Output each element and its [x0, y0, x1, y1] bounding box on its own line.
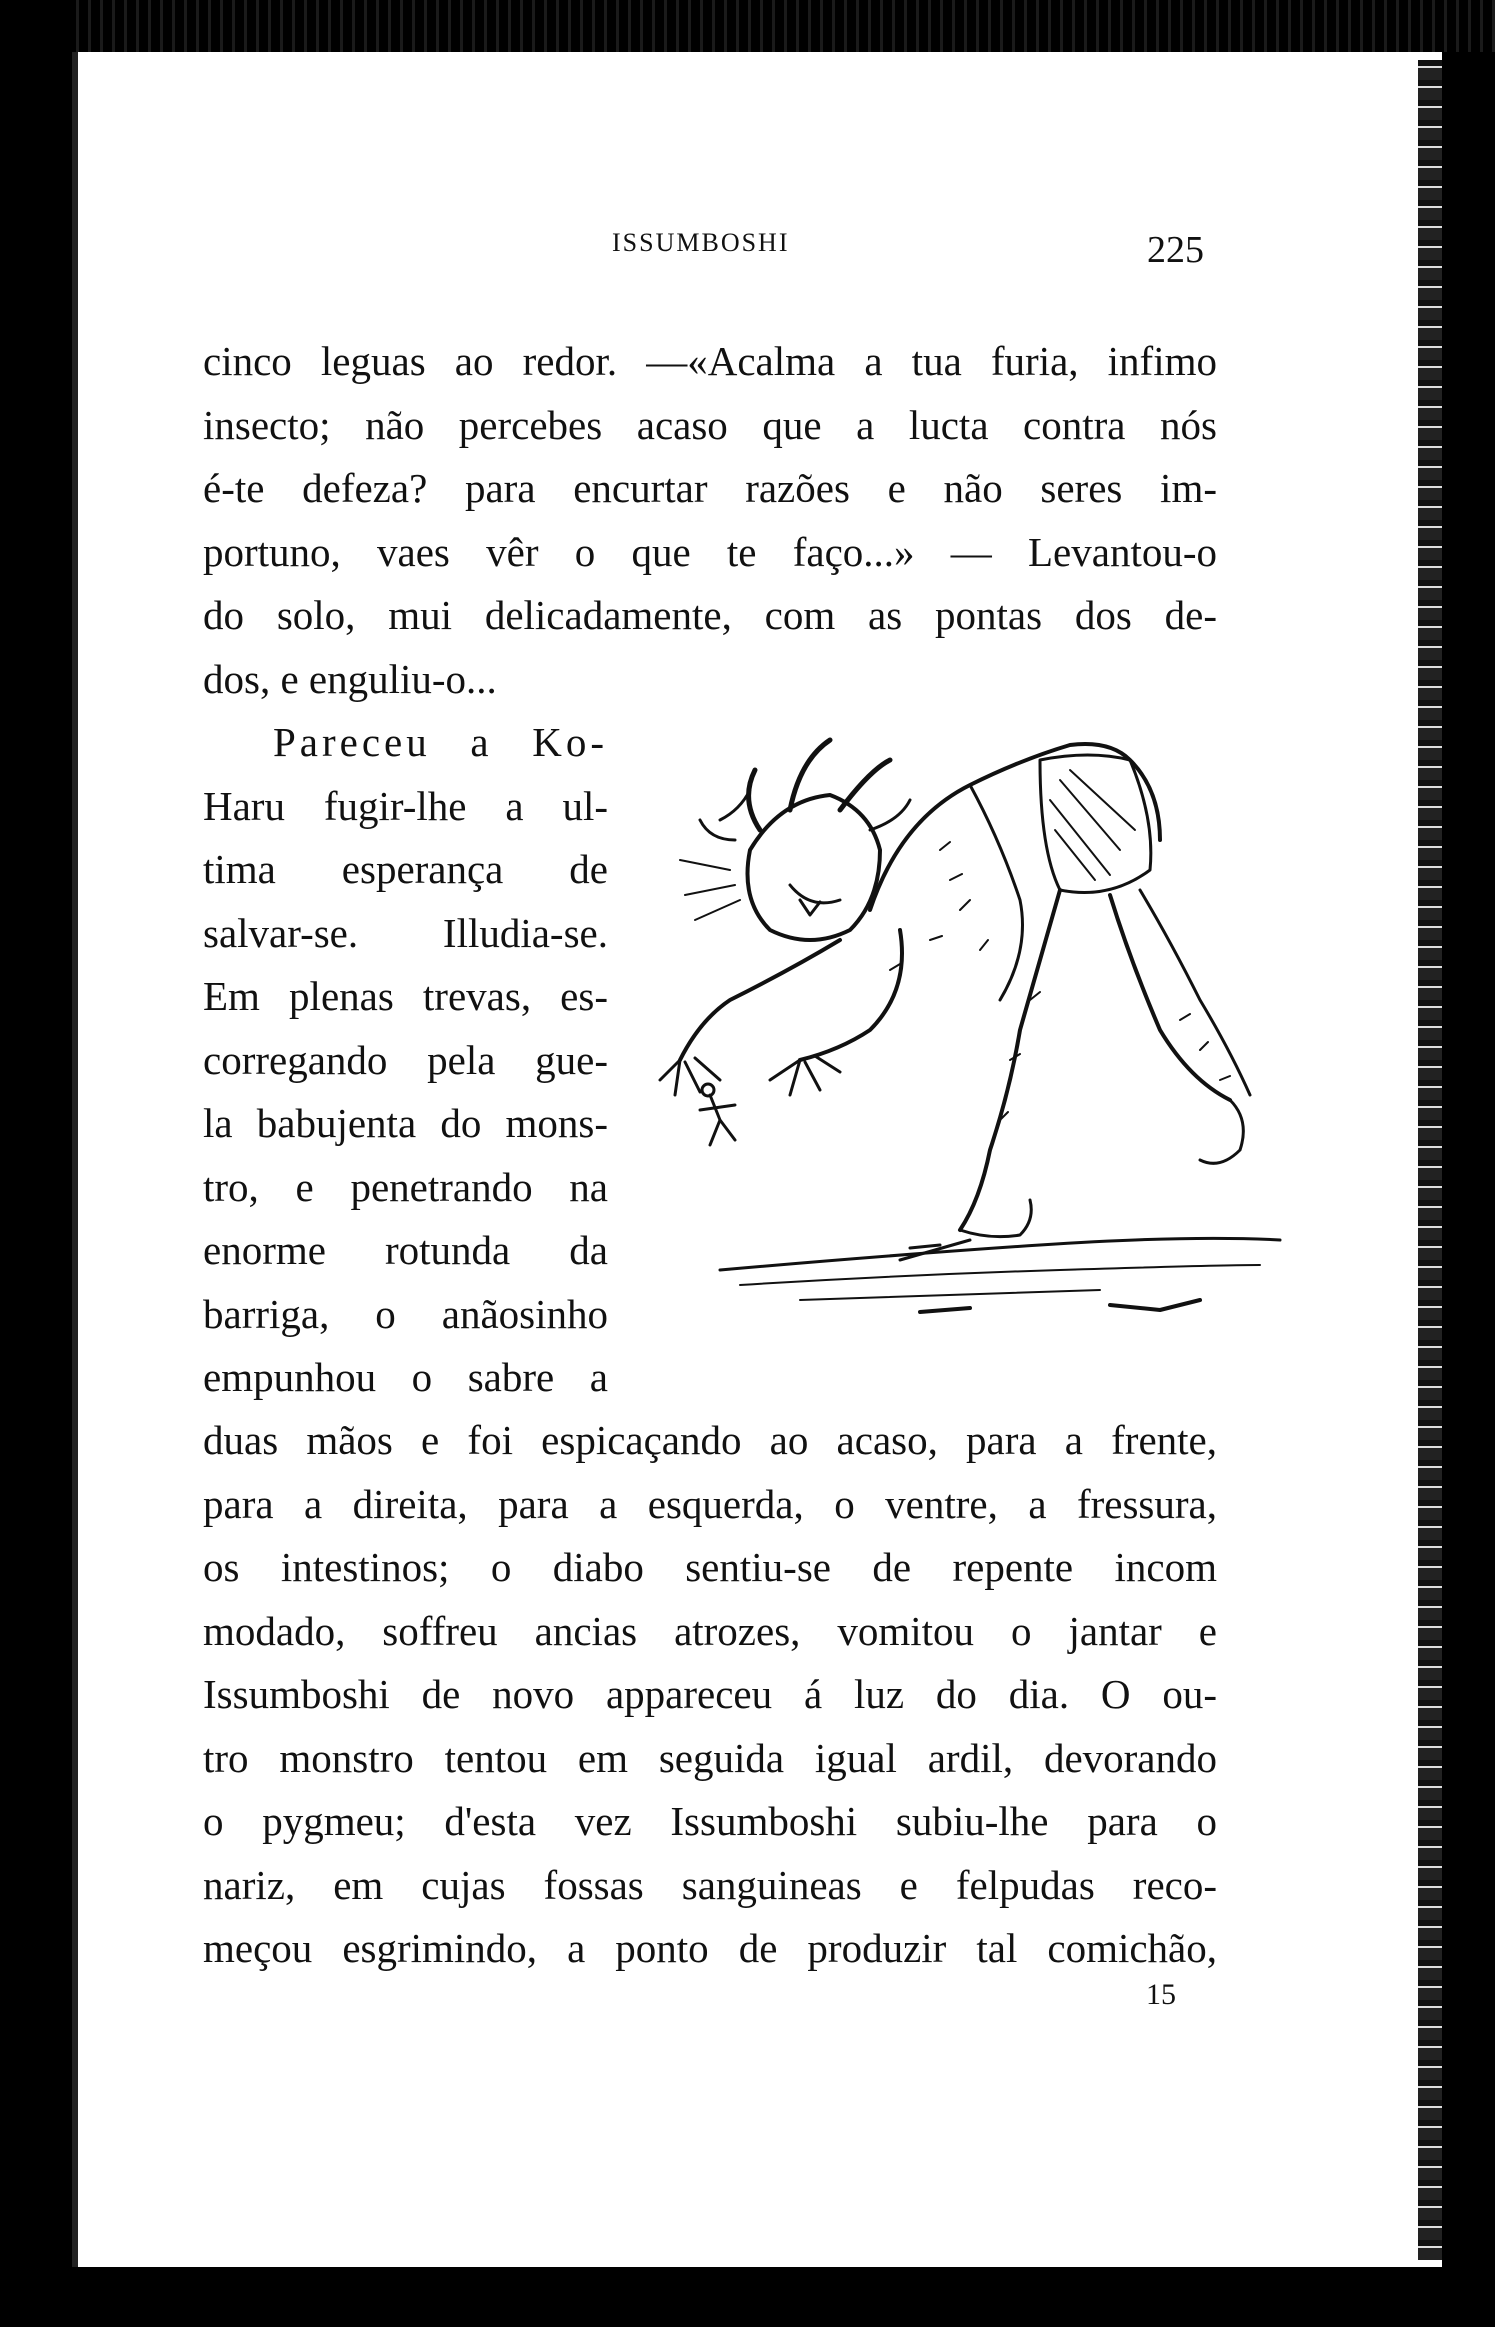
running-head: ISSUMBOSHI — [612, 228, 790, 257]
signature-mark: 15 — [1146, 1978, 1176, 2011]
text-line: para a direita, para a esquerda, o ventre, a fressura, — [203, 1480, 1217, 1527]
page-number: 225 — [1147, 229, 1204, 271]
text-line: Pareceu a Ko- — [273, 719, 608, 765]
text-line: nariz, em cujas fossas sanguineas e felpudas reco- — [203, 1861, 1217, 1908]
text-line: Issumboshi de novo appareceu á luz do dia. O ou- — [203, 1671, 1217, 1717]
text-line: barriga, o anãosinho — [203, 1290, 608, 1337]
text-line: empunhou o sabre a — [203, 1354, 608, 1400]
scan-border-right — [1418, 60, 1442, 2260]
text-line: duas mãos e foi espicaçando ao acaso, para a frente, — [203, 1417, 1217, 1463]
text-line: salvar-se. Illudia-se. — [203, 909, 608, 956]
text-line: la babujenta do mons- — [203, 1100, 608, 1146]
paragraph-2-wrapped — [203, 711, 608, 1410]
scan-border-left — [72, 52, 78, 2267]
text-line: os intestinos; o diabo sentiu-se de repente incom — [203, 1544, 1217, 1590]
scan-border-top — [72, 0, 1495, 52]
text-line: enorme rotunda da — [203, 1227, 608, 1273]
text-line: dos, e enguliu-o... — [203, 655, 497, 702]
text-line: é-te defeza? para encurtar razões e não seres im- — [203, 465, 1217, 511]
text-line: tro monstro tentou em seguida igual ardil, devorando — [203, 1734, 1217, 1781]
text-line: o pygmeu; d'esta vez Issumboshi subiu-lhe para o — [203, 1798, 1217, 1844]
demon-ink-drawing-icon — [640, 700, 1300, 1360]
text-line: cinco leguas ao redor. —«Acalma a tua furia, infimo — [203, 338, 1217, 384]
text-line: insecto; não percebes acaso que a lucta contra nós — [203, 401, 1217, 448]
paragraph-2-continued — [203, 1409, 1217, 1981]
text-line: Em plenas trevas, es- — [203, 973, 608, 1019]
text-line: portuno, vaes vêr o que te faço...» — Levantou-o — [203, 528, 1217, 575]
paragraph-1 — [203, 330, 1217, 711]
text-line: tro, e penetrando na — [203, 1163, 608, 1210]
text-line: Haru fugir-lhe a ul- — [203, 782, 608, 829]
text-line: tima esperança de — [203, 846, 608, 892]
text-line: meçou esgrimindo, a ponto de produzir tal comichão, — [203, 1925, 1217, 1971]
text-line: do solo, mui delicadamente, com as pontas dos de- — [203, 592, 1217, 638]
text-line: corregando pela gue- — [203, 1036, 608, 1083]
text-line: modado, soffreu ancias atrozes, vomitou o jantar e — [203, 1607, 1217, 1654]
